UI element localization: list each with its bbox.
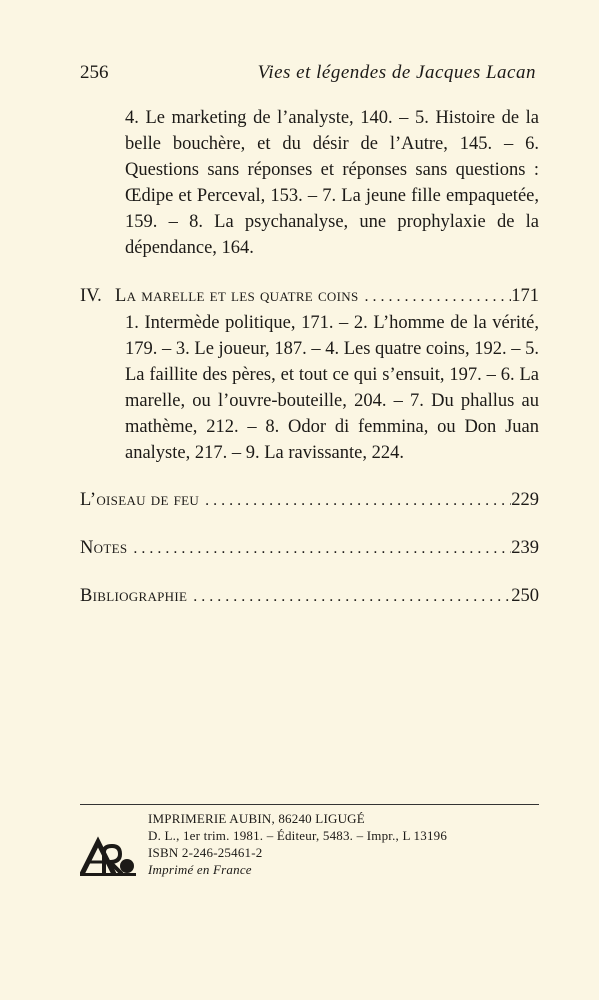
running-head: Vies et légendes de Jacques Lacan — [257, 62, 536, 83]
toc-entry-notes — [80, 535, 539, 562]
entry-page: 229 — [511, 490, 539, 510]
colophon-divider — [80, 804, 539, 805]
chapter-continuation-text: 4. Le marketing de l’analyste, 140. – 5. Histoire de la belle bouchère, et du désir de l’Autre, 145. – 6. Questions sans réponses et réponses sans questions : Œdipe et Perceval, 153. – 7. La jeune fille empaquetée, 159. – 8. La psychanalyse, une prophylaxie de la dépendance, 164. — [125, 108, 539, 258]
entry-title: L’oiseau de feu — [80, 490, 200, 510]
colophon-isbn: ISBN 2-246-25461-2 — [148, 845, 263, 860]
leader-dots — [199, 488, 511, 514]
leader-dots — [127, 536, 511, 562]
entry-page: 250 — [511, 586, 539, 606]
chapter-iv-subentries: 1. Intermède politique, 171. – 2. L’homme de la vérité, 179. – 3. Le joueur, 187. – 4. Les quatre coins, 192. – 5. La faillite des pères, et tout ce qui s’ensuit, 197. – 6. La marelle, ou l’ouvre-bouteille, 204. – 7. Du phallus au mathème, 212. – 8. Odor di femmina, ou Don Juan analyste, 217. – 9. La ravissante, 224. — [125, 313, 539, 463]
table-of-contents — [80, 105, 539, 610]
chapter-iv-heading — [80, 283, 539, 310]
toc-entry-bibliographie — [80, 583, 539, 610]
entry-page: 239 — [511, 538, 539, 558]
leader-dots — [187, 584, 511, 610]
colophon-printer: IMPRIMERIE AUBIN, 86240 LIGUGÉ — [148, 811, 365, 826]
toc-entry-oiseau-de-feu — [80, 487, 539, 514]
colophon-legal: D. L., 1er trim. 1981. – Éditeur, 5483. – Impr., L 13196 — [148, 828, 448, 843]
leader-dots — [358, 284, 511, 310]
page-number: 256 — [80, 62, 109, 83]
colophon-printed-in: Imprimé en France — [148, 862, 252, 877]
chapter-iv-page: 171 — [511, 286, 539, 306]
chapter-iv-numeral: IV. — [80, 286, 102, 306]
chapter-iv-title: La marelle et les quatre coins — [115, 286, 359, 306]
entry-title: Bibliographie — [80, 586, 188, 606]
printer-logo-icon — [80, 836, 138, 876]
entry-title: Notes — [80, 538, 128, 558]
toc-entry-chapter-iv — [80, 283, 539, 466]
colophon — [148, 810, 447, 878]
